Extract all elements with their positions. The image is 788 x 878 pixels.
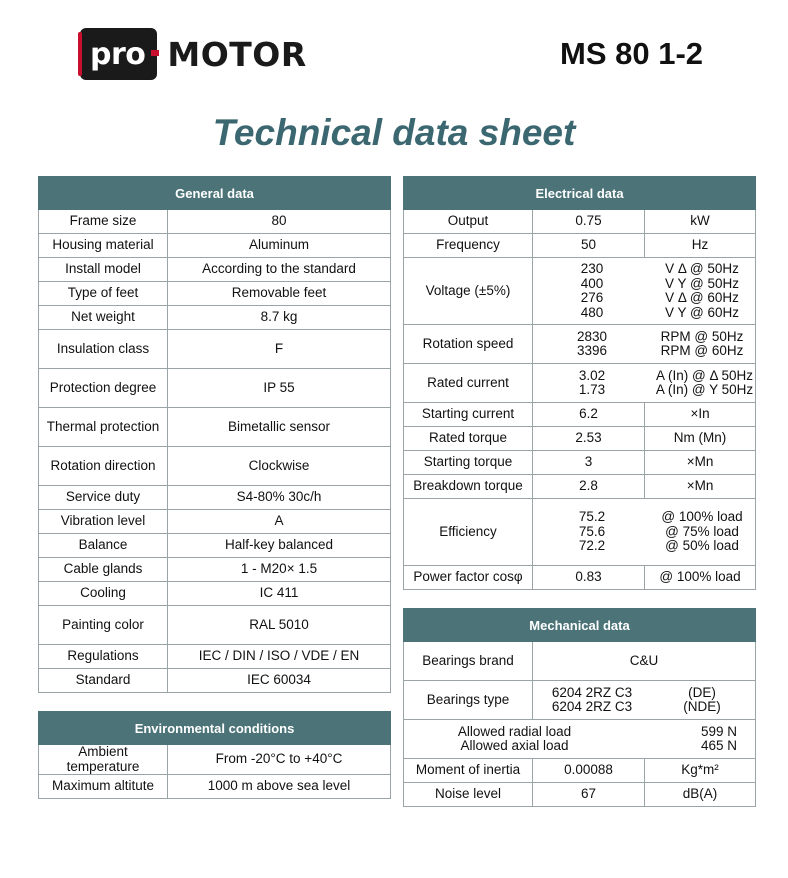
table-row <box>39 282 391 306</box>
table-row <box>404 234 756 258</box>
row-value: S4-80% 30c/h <box>168 486 391 510</box>
row-value: 67 <box>533 783 645 807</box>
general-data-table <box>38 176 391 693</box>
table-row <box>404 451 756 475</box>
row-value: Removable feet <box>168 282 391 306</box>
row-label: Rotation direction <box>39 447 168 486</box>
row-value: F <box>168 330 391 369</box>
row-label: Rated current <box>404 364 533 403</box>
voltage-value: 230 <box>580 261 604 276</box>
voltage-value: 480 <box>580 304 604 320</box>
mechanical-data-table <box>403 608 756 807</box>
row-value: Bimetallic sensor <box>168 408 391 447</box>
table-row <box>39 645 391 669</box>
rated-current-unit: A (In) @ Δ 50Hz <box>655 367 753 383</box>
row-label: Regulations <box>39 645 168 669</box>
rotation-unit: RPM @ 60Hz <box>660 343 744 358</box>
table-row <box>404 364 756 403</box>
table-row <box>39 745 391 775</box>
row-unit: ×In <box>645 403 756 427</box>
row-value: 3 <box>533 451 645 475</box>
load-label: Allowed axial load <box>460 738 569 753</box>
row-label: Efficiency <box>404 499 533 566</box>
efficiency-value: 72.2 <box>578 538 606 554</box>
row-label: Frequency <box>404 234 533 258</box>
row-value: 0.83 <box>533 566 645 590</box>
row-value: IEC 60034 <box>168 669 391 693</box>
rated-current-values <box>533 364 756 403</box>
rated-current-unit: A (In) @ Y 50Hz <box>655 382 754 397</box>
row-label: Standard <box>39 669 168 693</box>
row-label: Type of feet <box>39 282 168 306</box>
table-row <box>39 210 391 234</box>
brand-logo <box>80 28 307 80</box>
voltage-values <box>533 258 756 325</box>
bearing-type: 6204 2RZ C3 <box>551 684 633 700</box>
table-row <box>39 558 391 582</box>
voltage-unit: V Y @ 50Hz <box>665 275 739 291</box>
row-value: 6.2 <box>533 403 645 427</box>
row-label: Starting current <box>404 403 533 427</box>
row-unit: ×Mn <box>645 451 756 475</box>
row-value: 8.7 kg <box>168 306 391 330</box>
efficiency-values <box>533 499 756 566</box>
table-row <box>404 642 756 681</box>
allowed-loads <box>404 720 756 759</box>
table-row <box>404 759 756 783</box>
row-unit: @ 100% load <box>645 566 756 590</box>
table-row <box>39 408 391 447</box>
row-value: 50 <box>533 234 645 258</box>
table-row <box>39 234 391 258</box>
row-label: Bearings brand <box>404 642 533 681</box>
general-data-header: General data <box>39 177 391 210</box>
environmental-header: Environmental conditions <box>39 712 391 745</box>
table-row <box>39 330 391 369</box>
table-row <box>39 306 391 330</box>
row-value: 1000 m above sea level <box>168 775 391 799</box>
row-value: A <box>168 510 391 534</box>
row-label: Vibration level <box>39 510 168 534</box>
row-label: Housing material <box>39 234 168 258</box>
electrical-data-header: Electrical data <box>404 177 756 210</box>
row-label: Maximum altitute <box>39 775 168 799</box>
load-value: 599 N <box>700 723 738 739</box>
table-row <box>39 669 391 693</box>
mechanical-data-header: Mechanical data <box>404 609 756 642</box>
row-label: Install model <box>39 258 168 282</box>
table-row <box>39 258 391 282</box>
table-row <box>404 499 756 566</box>
row-unit: dB(A) <box>645 783 756 807</box>
voltage-unit: V Y @ 60Hz <box>665 304 739 320</box>
row-label: Net weight <box>39 306 168 330</box>
electrical-data-table <box>403 176 756 590</box>
table-row <box>39 775 391 799</box>
load-value: 465 N <box>700 738 738 753</box>
bearing-position: (DE) <box>688 684 716 700</box>
row-unit: Kg*m² <box>645 759 756 783</box>
bearings-type-values <box>533 681 756 720</box>
table-row <box>39 606 391 645</box>
voltage-unit: V Δ @ 50Hz <box>665 261 739 276</box>
table-row <box>404 325 756 364</box>
row-label: Moment of inertia <box>404 759 533 783</box>
row-value: 0.75 <box>533 210 645 234</box>
table-row <box>404 210 756 234</box>
table-row <box>404 681 756 720</box>
row-value: 2.53 <box>533 427 645 451</box>
page-title: Technical data sheet <box>212 112 576 153</box>
table-row <box>404 783 756 807</box>
row-value: IP 55 <box>168 369 391 408</box>
row-unit: kW <box>645 210 756 234</box>
row-label: Cooling <box>39 582 168 606</box>
voltage-unit: V Δ @ 60Hz <box>665 290 739 305</box>
row-label: Service duty <box>39 486 168 510</box>
table-row <box>404 427 756 451</box>
efficiency-unit: @ 50% load <box>665 538 739 554</box>
row-label: Output <box>404 210 533 234</box>
rated-current-value: 1.73 <box>578 382 606 397</box>
row-label: Balance <box>39 534 168 558</box>
row-value: Aluminum <box>168 234 391 258</box>
table-row <box>404 720 756 759</box>
rotation-unit: RPM @ 50Hz <box>660 328 744 344</box>
row-unit: Nm (Mn) <box>645 427 756 451</box>
efficiency-unit: @ 75% load <box>665 523 739 539</box>
row-label: Rotation speed <box>404 325 533 364</box>
row-label: Bearings type <box>404 681 533 720</box>
rotation-values <box>533 325 756 364</box>
model-number: MS 80 1-2 <box>560 36 704 71</box>
row-value: Clockwise <box>168 447 391 486</box>
voltage-value: 276 <box>580 290 604 305</box>
row-value: 0.00088 <box>533 759 645 783</box>
row-label: Frame size <box>39 210 168 234</box>
voltage-value: 400 <box>580 275 604 291</box>
row-label: Starting torque <box>404 451 533 475</box>
row-label: Thermal protection <box>39 408 168 447</box>
row-value: Half-key balanced <box>168 534 391 558</box>
table-row <box>404 258 756 325</box>
row-value: RAL 5010 <box>168 606 391 645</box>
row-label: Rated torque <box>404 427 533 451</box>
table-row <box>404 566 756 590</box>
rated-current-value: 3.02 <box>578 367 606 383</box>
row-label: Painting color <box>39 606 168 645</box>
logo-accent <box>78 32 82 76</box>
load-label: Allowed radial load <box>457 723 572 739</box>
logo-pro-text: pro <box>90 36 146 72</box>
efficiency-value: 75.2 <box>578 509 606 525</box>
row-label: Cable glands <box>39 558 168 582</box>
row-label: Voltage (±5%) <box>404 258 533 325</box>
table-row <box>404 403 756 427</box>
row-value: C&U <box>533 642 756 681</box>
row-value: According to the standard <box>168 258 391 282</box>
row-unit: ×Mn <box>645 475 756 499</box>
row-label: Breakdown torque <box>404 475 533 499</box>
row-label: Power factor cosφ <box>404 566 533 590</box>
row-label: Protection degree <box>39 369 168 408</box>
table-row <box>39 486 391 510</box>
table-row <box>39 582 391 606</box>
table-row <box>39 534 391 558</box>
bearing-type: 6204 2RZ C3 <box>551 699 633 714</box>
row-label: Ambient temperature <box>39 745 168 775</box>
environmental-table <box>38 711 391 799</box>
table-row <box>39 447 391 486</box>
logo-accent-dash <box>151 50 159 56</box>
row-value: IC 411 <box>168 582 391 606</box>
rotation-value: 2830 <box>576 328 608 344</box>
row-label: Insulation class <box>39 330 168 369</box>
row-value: 1 - M20× 1.5 <box>168 558 391 582</box>
efficiency-value: 75.6 <box>578 523 606 539</box>
logo-motor-text: MOTOR <box>167 34 307 74</box>
bearing-position: (NDE) <box>683 699 721 714</box>
row-unit: Hz <box>645 234 756 258</box>
row-value: IEC / DIN / ISO / VDE / EN <box>168 645 391 669</box>
table-row <box>39 369 391 408</box>
row-value: 80 <box>168 210 391 234</box>
efficiency-unit: @ 100% load <box>661 509 743 525</box>
row-value: From -20°C to +40°C <box>168 745 391 775</box>
row-value: 2.8 <box>533 475 645 499</box>
rotation-value: 3396 <box>576 343 608 358</box>
table-row <box>39 510 391 534</box>
table-row <box>404 475 756 499</box>
logo-pro-box <box>80 28 157 80</box>
row-label: Noise level <box>404 783 533 807</box>
